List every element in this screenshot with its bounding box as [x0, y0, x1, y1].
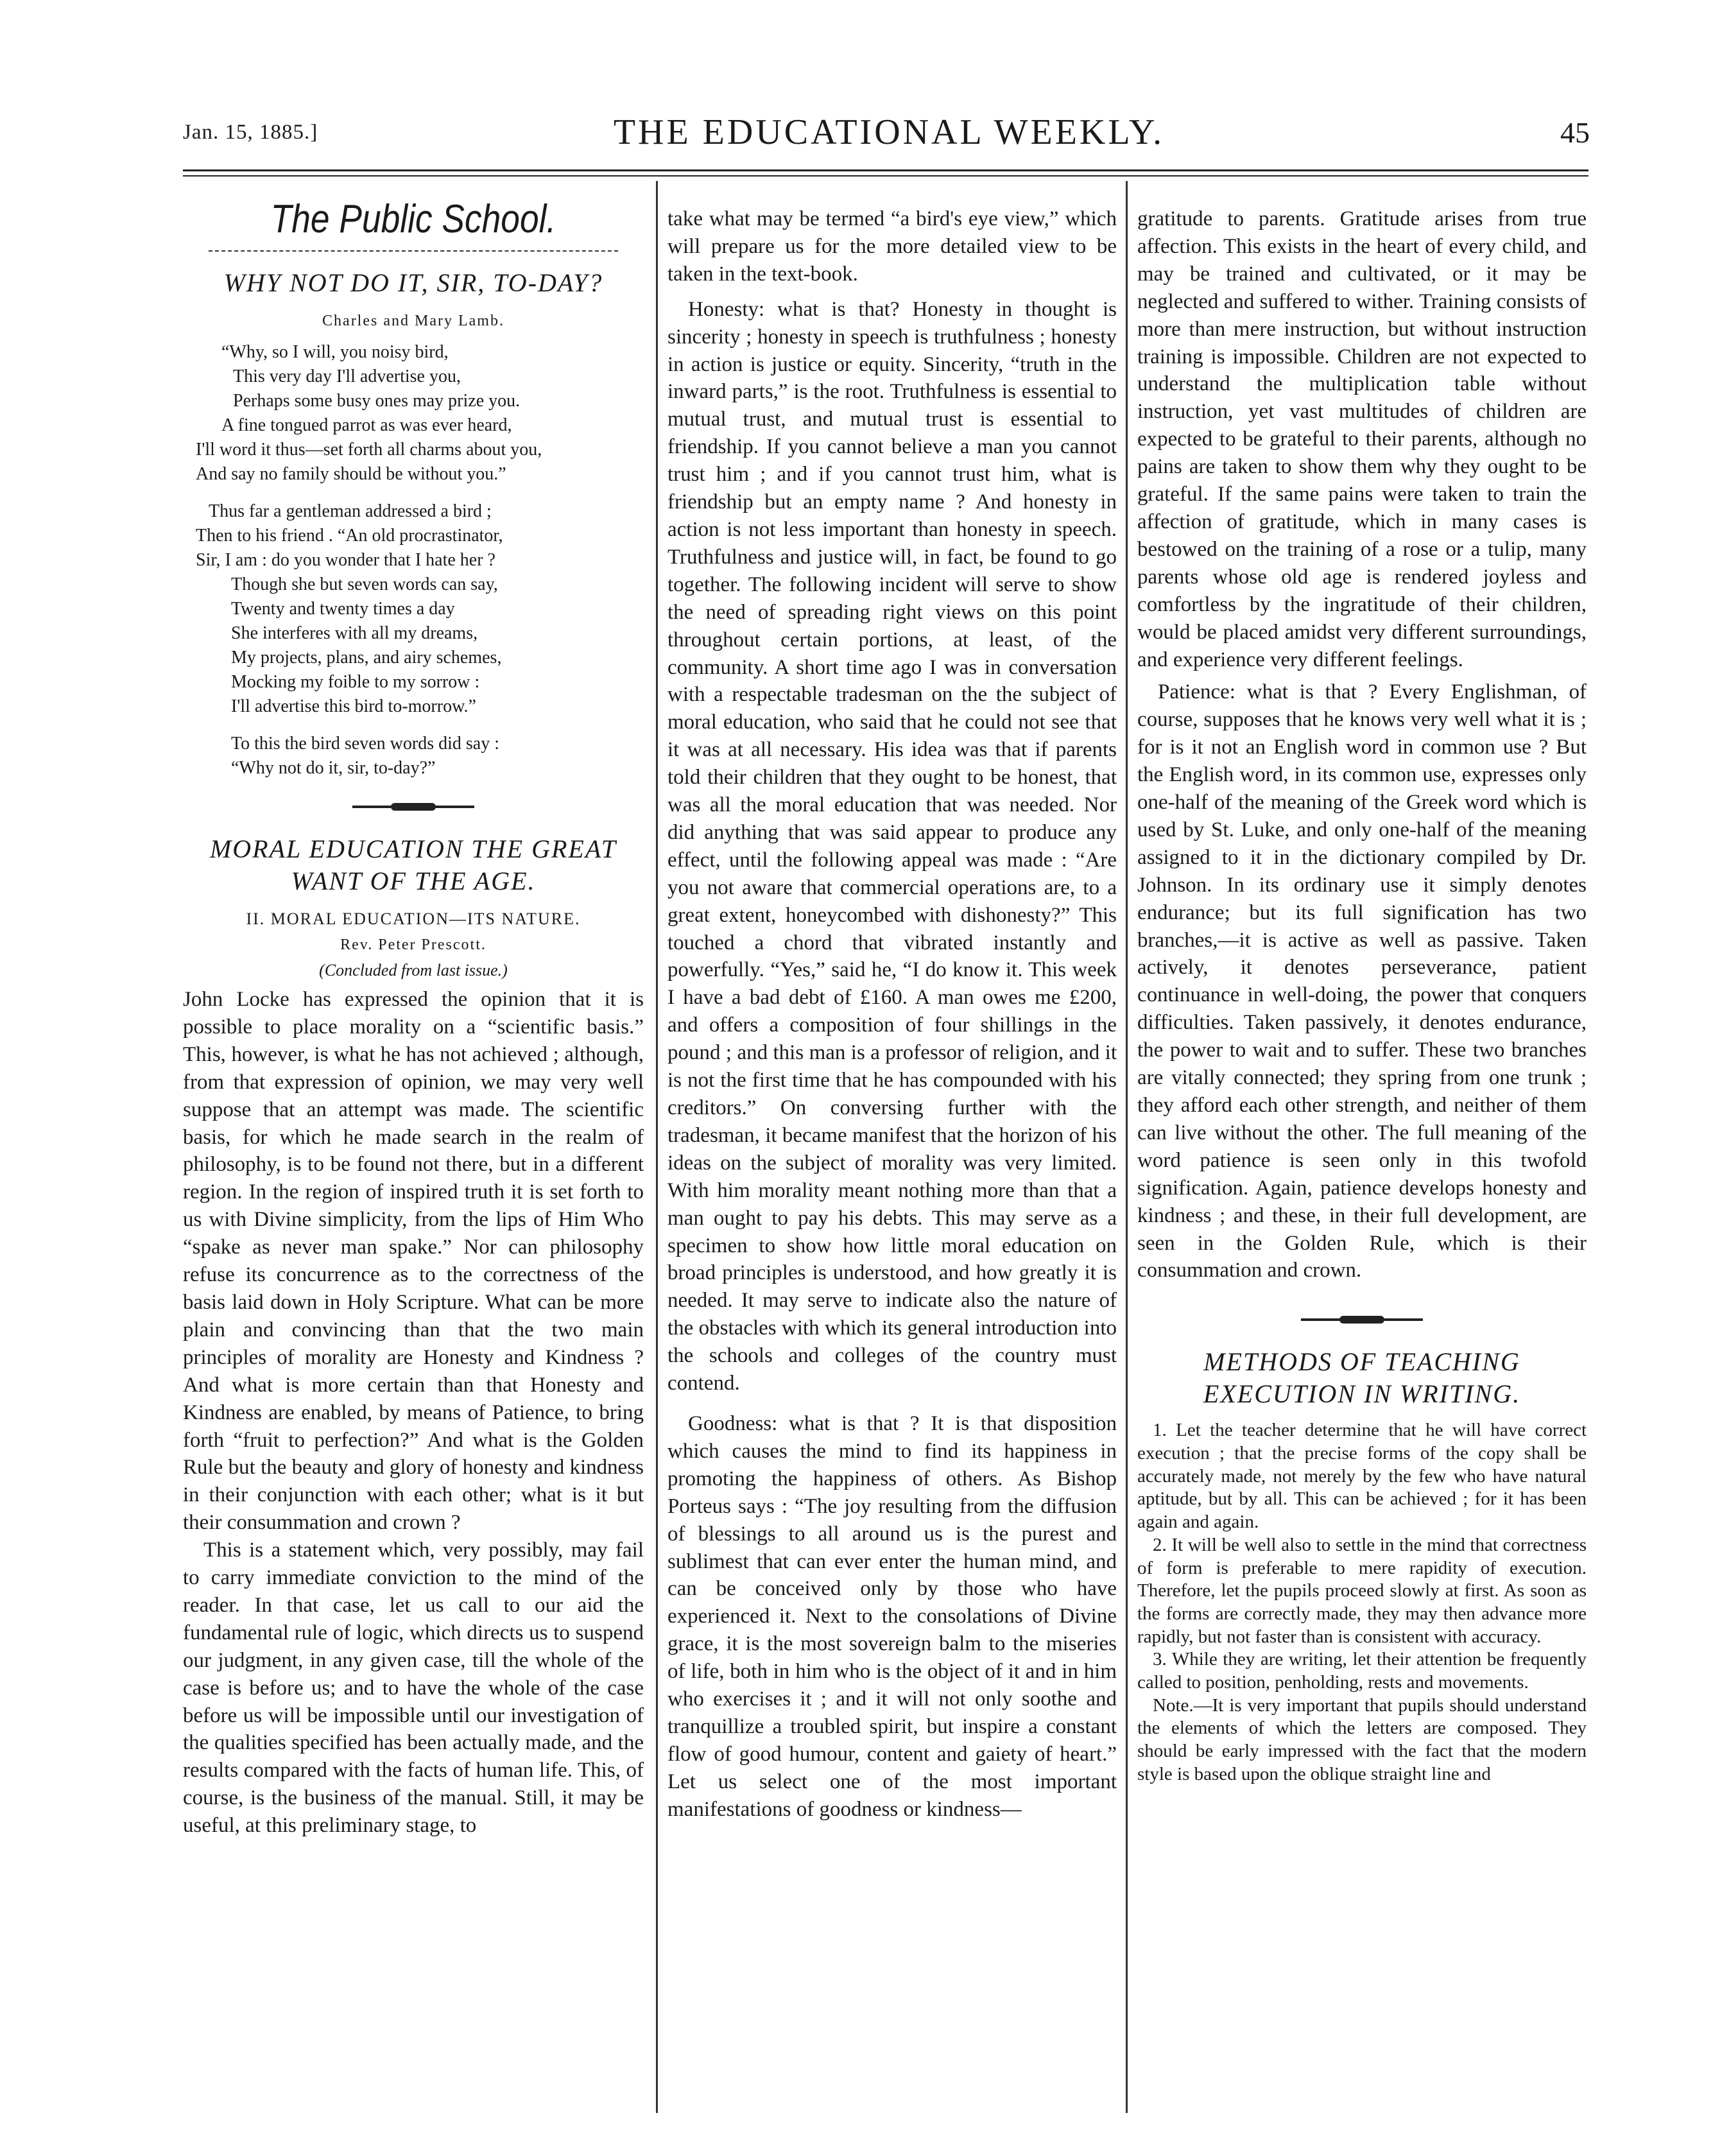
paragraph: This is a statement which, very possibly, may fail to carry immediate conviction to the mind of the reader. In that case, let us call to our aid the fundamental rule of logic, which directs us to suspend our judgment, in any given case, till the whole of the case is before us; and to have the whole of the case before us will be impossible until our investigation of the qualities specified has been actually made, and the results compared with the facts of human life. This, of course, is the business of the manual. Still, it may be useful, at this preliminary stage, to — [183, 1539, 644, 1838]
poem-line: Perhaps some busy ones may prize you. — [233, 391, 521, 411]
poem-line: Though she but seven words can say, — [231, 574, 498, 594]
issue-date: Jan. 15, 1885.] — [183, 121, 318, 144]
poem-line: I'll advertise this bird to-morrow.” — [231, 696, 476, 716]
page-number: 45 — [1560, 116, 1590, 149]
article-author: Rev. Peter Prescott. — [340, 936, 486, 953]
poem-line: Then to his friend . “An old procrastinator, — [196, 526, 503, 546]
paragraph: gratitude to parents. Gratitude arises from true affection. This exists in the heart of every child, and may be trained and cultivated, or it may be neglected and suffered to wither. Training consists of more than mere instruction, but without instruction training is impossible. Children are not expected to understand the multiplication table without instruction, yet vast multitudes of children are expected to be grateful to their parents, although no pains are taken to show them why they ought to be grateful. If the same pains were taken to train the affection of gratitude, which in many cases is bestowed on the training of a rose or a tulip, many parents whose old age is rendered joyless and comfortless by the ingratitude of their children, would be placed amidst very different surroundings, and experience very different feelings. — [1137, 207, 1587, 671]
poem-line: Twenty and twenty times a day — [231, 599, 455, 619]
poem-line: Thus far a gentleman addressed a bird ; — [209, 501, 492, 521]
article-body — [1137, 1419, 1587, 1786]
header-rule-thin — [183, 175, 1588, 177]
poem-line: My projects, plans, and airy schemes, — [231, 648, 502, 668]
paragraph: Honesty: what is that? Honesty in thought is sincerity ; honesty in speech is truthfulness ; honesty in action is justice or equity. Sincerity, “truth in the inward parts,” is the root. Truthfulness is essential to mutual trust, and mutual trust is essential to friendship. If you cannot believe a man you cannot trust him ; and if you cannot trust him, what is friendship but an empty name ? And honesty in action is not less important than honesty in speech. Truthfulness and justice will, in fact, be found to go together. The following incident will serve to show the need of spreading right views on this point throughout certain portions, at least, of the community. A short time ago I was in conversation with a respectable tradesman on the the subject of moral education, who said that he could not see that it was at all necessary. His idea was that if parents told their children that they ought to be honest, that was all the moral education that was needed. Nor did anything that was said appear to produce any effect, until the following appeal was made : “Are you not aware that commercial operations are, to a great extent, honeycombed with dishonesty?” This touched a chord that vibrated instantly and powerfully. “Yes,” said he, “I do know it. This week I have a bad debt of £160. A man owes me £200, and offers a composition of four shillings in the pound ; and this man is a professor of religion, and it is not the first time that he has compounded with his creditors.” On conversing further with the tradesman, it became manifest that the horizon of his ideas on the subject of morality was very limited. With him morality meant nothing more than that a man ought to pay his debts. This may serve as a specimen to show how little moral education on broad principles is understood, and how greatly it is needed. It may serve to indicate also the nature of the obstacles with which its general introduction into the schools and colleges of the country must contend. — [667, 297, 1117, 1395]
poem-line: “Why, so I will, you noisy bird, — [221, 342, 449, 362]
paragraph: take what may be termed “a bird's eye view,” which will prepare us for the more detailed view to be taken in the text-book. — [667, 207, 1117, 286]
poem-line: Mocking my foible to my sorrow : — [231, 672, 480, 692]
page-header — [183, 112, 1595, 157]
paragraph: 3. While they are writing, let their attention be frequently called to position, penholding, rests and movements. — [1137, 1649, 1587, 1693]
paragraph: John Locke has expressed the opinion that it is possible to place morality on a “scientific basis.” This, however, is what he has not achieved ; although, from that expression of opinion, we may very well suppose that an attempt was made. The scientific basis, for which he made search in the realm of philosophy, is to be found not there, but in a different region. In the region of inspired truth it is set forth to us with Divine simplicity, from the lips of Him Who “spake as never man spake.” Nor can philosophy refuse its concurrence as to the correctness of the basis laid down in Holy Scripture. What can be more plain and convincing than that the two main principles of morality are Honesty and Kindness ? And what is more certain than that Honesty and Kindness are enabled, by means of Patience, to bring forth “fruit to perfection?” And what is the Golden Rule but the beauty and glory of honesty and kindness in their conjunction with each other; what is it but their consummation and crown ? — [183, 988, 644, 1535]
ornament-divider — [183, 797, 644, 816]
poem-line: A fine tongued parrot as was ever heard, — [221, 415, 512, 435]
paragraph: Patience: what is that ? Every Englishman, of course, supposes that he knows very well what it is ; for is it not an English word in common use ? But the English word, in its common use, expresses only one-half of the meaning of the Greek word which is used by St. Luke, and only one-half of the meaning assigned to it in the dictionary compiled by Dr. Johnson. In its ordinary use it simply denotes endurance; but its full signification has two branches,—it is active as well as passive. Taken actively, it denotes perseverance, patient continuance in well-doing, the power that conquers difficulties. Taken passively, it denotes endurance, the power to wait and to suffer. These two branches are vitally connected; they spring from one trunk ; they afford each other strength, and neither of them can live without the other. The full meaning of the word patience is seen only in this twofold signification. Again, patience develops honesty and kindness ; and these, in their full development, are seen in the Golden Rule, which is their consummation and crown. — [1137, 680, 1587, 1282]
column-3 — [1137, 205, 1587, 1786]
article-title: MORAL EDUCATION THE GREAT WANT OF THE AGE. — [209, 834, 617, 895]
paragraph: 2. It will be well also to settle in the mind that correctness of form is preferable to mere rapidity of execution. Therefore, let the pupils proceed slowly at first. As soon as the forms are correctly made, they may then advance more rapidly, but not faster than is consistent with accuracy. — [1137, 1534, 1587, 1647]
journal-title: THE EDUCATIONAL WEEKLY. — [613, 112, 1165, 152]
poem-line: I'll word it thus—set forth all charms about you, — [196, 440, 542, 460]
paragraph: Note.—It is very important that pupils should understand the elements of which the letters are composed. They should be early impressed with the fact that the modern style is based upon the oblique straight line and — [1137, 1695, 1587, 1784]
poem-title: WHY NOT DO IT, SIR, TO-DAY? — [223, 268, 603, 297]
poem-line: “Why not do it, sir, to-day?” — [231, 758, 436, 778]
section-title: The Public School. — [270, 197, 556, 241]
header-rule — [183, 169, 1588, 171]
section-rule — [209, 250, 618, 252]
paragraph: 1. Let the teacher determine that he will have correct execution ; that the precise forms of the copy shall be accurately made, not merely by the few who have natural aptitude, but by all. This can be achieved ; for it has been again and again. — [1137, 1420, 1587, 1533]
poem-line: She interferes with all my dreams, — [231, 623, 478, 643]
poem-line: And say no family should be without you.” — [196, 464, 506, 484]
article-subtitle: II. MORAL EDUCATION—ITS NATURE. — [246, 910, 581, 928]
article-title: METHODS OF TEACHING EXECUTION IN WRITING. — [1203, 1347, 1521, 1409]
column-2 — [667, 205, 1117, 1824]
poem-line: To this the bird seven words did say : — [231, 734, 499, 754]
poem — [183, 340, 644, 780]
poem-line: This very day I'll advertise you, — [233, 367, 461, 386]
poem-author: Charles and Mary Lamb. — [322, 313, 504, 329]
column-divider — [656, 181, 658, 2113]
ornament-divider — [1137, 1310, 1587, 1329]
paragraph: Goodness: what is that ? It is that disposition which causes the mind to find its happiness in promoting the happiness of others. As Bishop Porteus says : “The joy resulting from the diffusion of blessings to all around us is the purest and sublimest that can ever enter the human mind, and can be conceived only by those who have experienced it. Next to the consolations of Divine grace, it is the most sovereign balm to the miseries of life, both in him who is the object of it and in him who exercises it ; and it will not only soothe and tranquillize a troubled spirit, but inspire a constant flow of good humour, content and gaiety of heart.” Let us select one of the most important manifestations of goodness or kindness— — [667, 1411, 1117, 1821]
poem-line: Sir, I am : do you wonder that I hate her ? — [196, 550, 495, 570]
column-divider — [1126, 181, 1128, 2113]
article-note: (Concluded from last issue.) — [319, 961, 508, 979]
column-1 — [183, 184, 644, 1840]
